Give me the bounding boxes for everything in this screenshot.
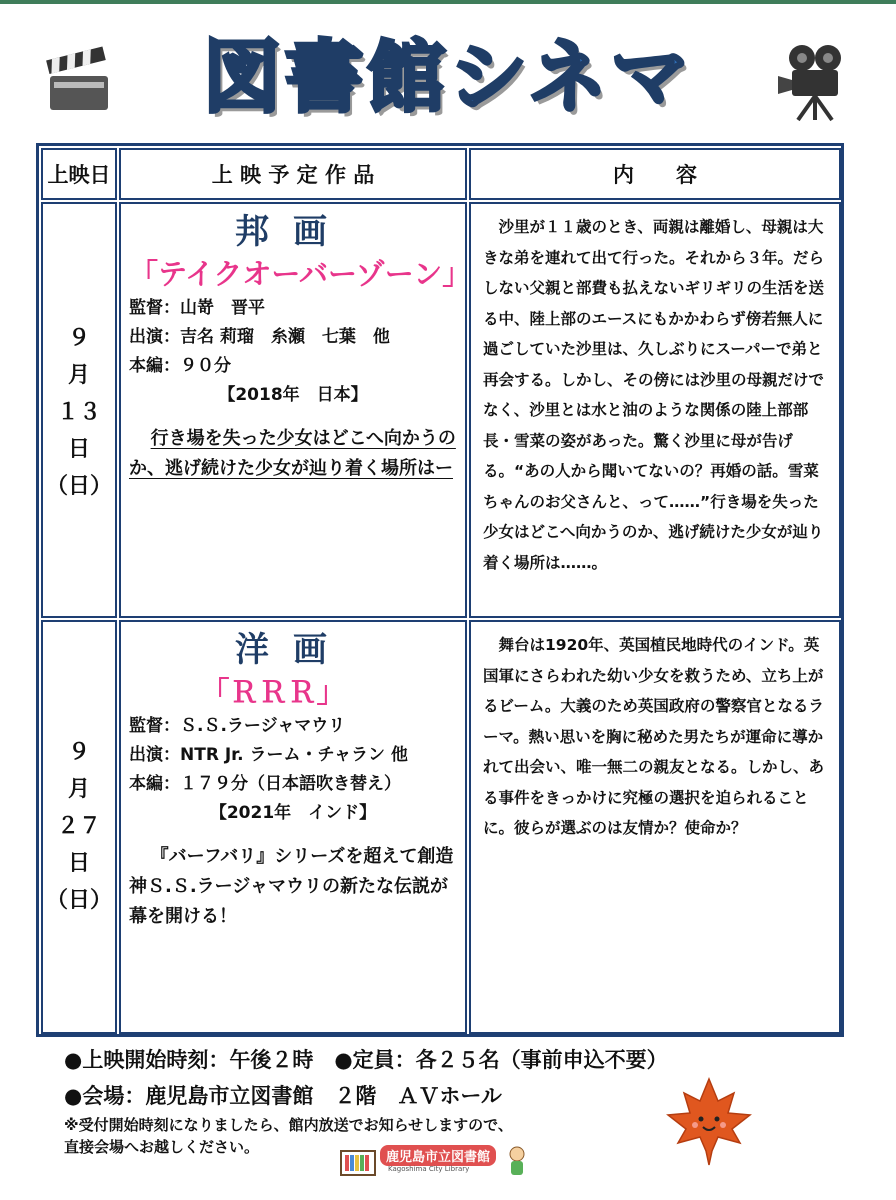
- film-title: 「ＲＲＲ」: [200, 675, 346, 709]
- release-year: 【2018年 日本】: [218, 385, 368, 405]
- cast: 出演：吉名 莉瑠 糸瀬 七葉 他: [129, 327, 390, 347]
- header: [0, 22, 896, 132]
- description-cell-2: [469, 620, 841, 1034]
- bookshelf-icon: [340, 1147, 376, 1177]
- library-name: 鹿児島市立図書館: [380, 1145, 496, 1166]
- mascot-icon: [506, 1145, 528, 1177]
- notice-line-2: 直接会場へお越しください。: [64, 1138, 260, 1156]
- genre-label: 邦画: [235, 212, 351, 252]
- maple-leaf-icon: [666, 1077, 752, 1167]
- screening-date-2: ９ 月 ２７ 日 （日）: [41, 620, 117, 1034]
- film-cell-1: [119, 202, 472, 618]
- movie-camera-icon: [778, 42, 854, 122]
- page-title: 図書館シネマ: [203, 33, 693, 123]
- film-title: 「テイクオーバーゾーン」: [129, 257, 472, 291]
- tagline: 『バーフバリ』シリーズを超えて創造神Ｓ.Ｓ.ラージャマウリの新たな伝説が幕を開ける！: [129, 846, 454, 927]
- venue: ●会場：鹿児島市立図書館 ２階 ＡＶホール: [64, 1084, 502, 1108]
- description: 沙里が１１歳のとき、両親は離婚し、母親は大きな弟を連れて出て行った。それから３年。だらしない父親と部費も払えないギリギリの生活を送る中、陸上部のエースにもかかわらず傍若無人に過ごしていた沙里は、久しぶりにスーパーで弟と再会する。しかし、その傍には沙里の母親だけでなく、沙里とは水と油のような関係の陸上部部長・雪菜の姿があった。驚く沙里に母が告げる。“あの人から聞いてないの？再婚の話。雪菜ちゃんのお父さんと、って……”行き場を失った少女はどこへ向かうのか、逃げ続けた少女が辿り着く場所は……。: [483, 218, 825, 572]
- release-year: 【2021年 インド】: [209, 803, 377, 823]
- notice-line-1: ※受付開始時刻になりましたら、館内放送でお知らせしますので、: [64, 1116, 513, 1134]
- genre-label: 洋画: [235, 630, 351, 670]
- start-time-capacity: ●上映開始時刻：午後２時 ●定員：各２５名（事前申込不要）: [64, 1048, 668, 1072]
- director: 監督：Ｓ.Ｓ.ラージャマウリ: [129, 716, 346, 736]
- description: 舞台は1920年、英国植民地時代のインド。英国軍にさらわれた幼い少女を救うため、立ち上がるビーム。大義のため英国政府の警察官となるラーマ。熱い思いを胸に秘めた男たちが運命に導かれて出会い、唯一無二の親友となる。しかし、ある事件をきっかけに究極の選択を迫られることに。彼らが選ぶのは友情か？使命か？: [483, 636, 825, 837]
- runtime: 本編：１７９分（日本語吹き替え）: [129, 774, 401, 794]
- description-cell-1: [469, 202, 841, 618]
- library-name-en: Kagoshima City Library: [388, 1165, 470, 1173]
- director: 監督：山嵜 晋平: [129, 298, 265, 318]
- library-logo: [340, 1145, 530, 1179]
- schedule-table: [36, 143, 844, 1037]
- cast: 出演：NTR Jr. ラーム・チャラン 他: [129, 745, 408, 765]
- header-date: 上映日: [41, 148, 117, 200]
- clapperboard-icon: [44, 46, 114, 116]
- top-border: [0, 0, 896, 4]
- header-work: 上 映 予 定 作 品: [119, 148, 467, 200]
- header-content: 内 容: [469, 148, 841, 200]
- runtime: 本編：９０分: [129, 356, 231, 376]
- film-cell-2: [119, 620, 467, 1034]
- screening-date-1: ９ 月 １３ 日 （日）: [41, 202, 117, 618]
- tagline: 行き場を失った少女はどこへ向かうのか、逃げ続けた少女が辿り着く場所はー: [129, 428, 456, 479]
